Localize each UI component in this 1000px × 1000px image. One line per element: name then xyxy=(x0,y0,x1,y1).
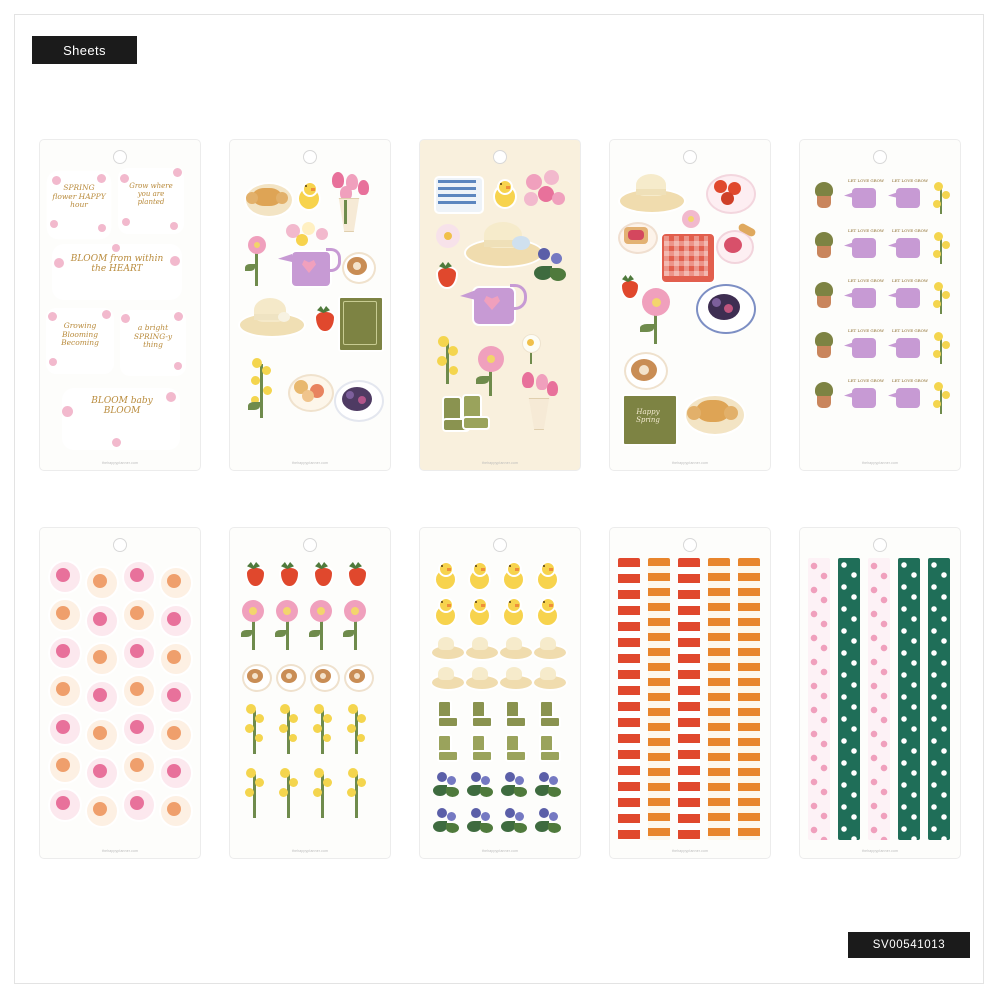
rain-boots-sticker[interactable] xyxy=(440,392,486,434)
round-flower-badge[interactable] xyxy=(122,712,154,744)
washi-strip[interactable] xyxy=(898,558,920,840)
croissant-plate-sticker[interactable] xyxy=(244,176,290,216)
straw-hat-sticker[interactable] xyxy=(238,294,302,338)
watering-can-label-sticker[interactable] xyxy=(844,378,886,418)
yellow-blossom-sticker[interactable] xyxy=(342,702,372,762)
yellow-blossom-sticker[interactable] xyxy=(308,766,338,826)
watering-can-label-sticker[interactable] xyxy=(844,228,886,268)
pink-daisy-sticker[interactable] xyxy=(342,598,370,654)
round-flower-badge[interactable] xyxy=(85,680,117,712)
quote-sticker-4[interactable] xyxy=(46,308,114,374)
violets-sticker[interactable] xyxy=(534,808,564,838)
flower-watering-can-sticker[interactable] xyxy=(276,222,342,296)
sticker-sheet-1[interactable] xyxy=(40,140,200,470)
let-love-grow-label: LET LOVE GROW xyxy=(891,328,929,333)
round-flower-badge[interactable] xyxy=(48,598,80,630)
sticker-sheet-7[interactable] xyxy=(230,528,390,858)
round-flower-badge[interactable] xyxy=(85,566,117,598)
round-flower-badge[interactable] xyxy=(85,794,117,826)
violets-sticker[interactable] xyxy=(532,248,568,286)
straw-hat-sticker[interactable] xyxy=(464,636,496,660)
punch-hole xyxy=(303,150,317,164)
sticker-sheet-3[interactable] xyxy=(420,140,580,470)
happy-spring-label: Happy Spring xyxy=(636,408,660,425)
punch-hole xyxy=(303,538,317,552)
watermark: thehappyplanner.com xyxy=(291,461,329,465)
yellow-flowers-sticker[interactable] xyxy=(430,334,468,390)
punch-hole xyxy=(113,538,127,552)
round-flower-badge[interactable] xyxy=(159,794,191,826)
quote-sticker-5[interactable] xyxy=(120,310,186,376)
watering-can-label-sticker[interactable] xyxy=(888,228,930,268)
quote-sticker-5-text: a bright SPRING-y thing xyxy=(133,323,173,350)
sticker-sheet-5[interactable] xyxy=(800,140,960,470)
chick-sticker[interactable] xyxy=(466,560,492,590)
straw-hat-sticker[interactable] xyxy=(464,220,540,268)
yellow-blossom-sticker[interactable] xyxy=(274,766,304,826)
washi-strip[interactable] xyxy=(868,558,890,840)
rain-boot-sticker[interactable] xyxy=(468,700,492,730)
watermark: thehappyplanner.com xyxy=(861,461,899,465)
quote-sticker-6[interactable] xyxy=(62,388,180,450)
round-flower-badge[interactable] xyxy=(122,598,154,630)
yellow-blossom-sticker[interactable] xyxy=(928,332,954,368)
punch-hole xyxy=(873,150,887,164)
round-flower-badge[interactable] xyxy=(159,566,191,598)
pink-daisy-sticker[interactable] xyxy=(638,284,674,346)
quote-sticker-3-text: BLOOM from within the HEART xyxy=(70,254,164,275)
washi-strip[interactable] xyxy=(808,558,830,840)
chick-sticker[interactable] xyxy=(432,560,458,590)
round-flower-badge[interactable] xyxy=(85,642,117,674)
let-love-grow-label: LET LOVE GROW xyxy=(891,278,929,283)
round-flower-badge[interactable] xyxy=(122,560,154,592)
washi-strip[interactable] xyxy=(708,558,730,840)
round-flower-badge[interactable] xyxy=(48,560,80,592)
yellow-blossom-sticker[interactable] xyxy=(240,702,270,762)
rain-boot-sticker[interactable] xyxy=(434,700,458,730)
rain-boot-sticker[interactable] xyxy=(536,700,560,730)
watering-can-label-sticker[interactable] xyxy=(888,178,930,218)
washi-strip[interactable] xyxy=(648,558,670,840)
croissant-plate-sticker[interactable] xyxy=(684,388,742,436)
sheets-tag xyxy=(32,36,137,64)
straw-hat-sticker[interactable] xyxy=(498,666,530,690)
watering-can-label-sticker[interactable] xyxy=(844,178,886,218)
watermark: thehappyplanner.com xyxy=(101,461,139,465)
punch-hole xyxy=(683,538,697,552)
strawberry-sticker[interactable] xyxy=(344,560,368,586)
let-love-grow-label: LET LOVE GROW xyxy=(847,378,885,383)
jam-jar-sticker[interactable] xyxy=(716,226,756,268)
strawberry-sticker[interactable] xyxy=(312,304,334,330)
chick-sticker[interactable] xyxy=(500,560,526,590)
sheets-tag-label: Sheets xyxy=(63,42,106,58)
latte-cup-sticker[interactable] xyxy=(342,250,376,282)
round-flower-badge[interactable] xyxy=(122,636,154,668)
chick-sticker[interactable] xyxy=(534,560,560,590)
chick-sticker[interactable] xyxy=(534,596,560,626)
straw-hat-sticker[interactable] xyxy=(430,666,462,690)
happy-spring-book-sticker[interactable] xyxy=(622,394,674,442)
sheet-10-content xyxy=(800,554,960,846)
potted-plant-sticker[interactable] xyxy=(808,282,840,316)
straw-hat-sticker[interactable] xyxy=(498,636,530,660)
round-flower-badge[interactable] xyxy=(122,674,154,706)
watering-can-sticker[interactable] xyxy=(460,276,526,332)
round-badge-grid xyxy=(48,558,192,842)
chick-sticker[interactable] xyxy=(466,596,492,626)
punch-hole xyxy=(493,150,507,164)
daisy-sprig-sticker[interactable] xyxy=(520,332,546,366)
round-flower-badge[interactable] xyxy=(122,750,154,782)
strawberry-sticker[interactable] xyxy=(618,274,638,298)
watermark: thehappyplanner.com xyxy=(481,849,519,853)
yellow-blossom-sticker[interactable] xyxy=(928,382,954,418)
yellow-blossom-sticker[interactable] xyxy=(928,282,954,318)
tulip-bouquet-sticker[interactable] xyxy=(516,372,562,434)
quote-sticker-2-text: Grow where you are planted xyxy=(129,182,173,207)
chick-sticker[interactable] xyxy=(492,178,514,206)
watering-can-label-sticker[interactable] xyxy=(844,278,886,318)
sku-badge xyxy=(848,932,970,958)
picnic-blanket-sticker[interactable] xyxy=(660,232,712,280)
round-flower-badge[interactable] xyxy=(159,756,191,788)
yellow-blossom-stem-sticker[interactable] xyxy=(242,354,282,422)
pink-blossom-sticker[interactable] xyxy=(522,170,568,216)
violets-sticker[interactable] xyxy=(432,808,462,838)
watermark: thehappyplanner.com xyxy=(861,849,899,853)
berry-pie-plate-sticker[interactable] xyxy=(334,378,380,420)
chick-sticker[interactable] xyxy=(296,180,318,208)
round-flower-badge[interactable] xyxy=(159,642,191,674)
chick-sticker[interactable] xyxy=(500,596,526,626)
green-book-sticker[interactable] xyxy=(338,296,380,348)
strawberry-bowl-sticker[interactable] xyxy=(706,172,752,212)
yellow-blossom-sticker[interactable] xyxy=(342,766,372,826)
round-flower-badge[interactable] xyxy=(85,756,117,788)
latte-cup-sticker[interactable] xyxy=(276,664,304,690)
watermark: thehappyplanner.com xyxy=(671,461,709,465)
round-flower-badge[interactable] xyxy=(85,718,117,750)
quote-sticker-2[interactable] xyxy=(118,168,184,234)
watering-can-label-sticker[interactable] xyxy=(888,328,930,368)
daisy-sticker[interactable] xyxy=(436,224,462,250)
jam-toast-sticker[interactable] xyxy=(618,220,654,252)
strawberry-sticker[interactable] xyxy=(276,560,300,586)
striped-shirt-sticker[interactable] xyxy=(434,172,480,214)
sticker-sheet-9[interactable] xyxy=(610,528,770,858)
latte-cup-sticker[interactable] xyxy=(344,664,372,690)
straw-hat-sticker[interactable] xyxy=(618,172,682,214)
pink-daisy-sticker[interactable] xyxy=(274,598,302,654)
punch-hole xyxy=(873,538,887,552)
berry-bowl-sticker[interactable] xyxy=(696,284,752,332)
watering-can-label-sticker[interactable] xyxy=(844,328,886,368)
punch-hole xyxy=(683,150,697,164)
let-love-grow-grid xyxy=(806,176,954,454)
straw-hat-sticker[interactable] xyxy=(532,666,564,690)
rain-boot-sticker[interactable] xyxy=(536,734,560,764)
sheet-1-content xyxy=(40,166,200,458)
violets-sticker[interactable] xyxy=(500,808,530,838)
pink-daisy-sticker[interactable] xyxy=(308,598,336,654)
potted-plant-sticker[interactable] xyxy=(808,332,840,366)
washi-strip[interactable] xyxy=(838,558,860,840)
latte-cup-sticker[interactable] xyxy=(242,664,270,690)
sticker-sheet-8[interactable] xyxy=(420,528,580,858)
watering-can-label-sticker[interactable] xyxy=(888,378,930,418)
violets-sticker[interactable] xyxy=(534,772,564,802)
round-flower-badge[interactable] xyxy=(159,718,191,750)
round-flower-badge[interactable] xyxy=(159,604,191,636)
straw-hat-sticker[interactable] xyxy=(532,636,564,660)
latte-sticker[interactable] xyxy=(624,350,668,390)
cherry-blossom-sticker[interactable] xyxy=(682,210,702,230)
quote-sticker-3[interactable] xyxy=(52,244,182,300)
repeat-grid xyxy=(430,560,570,840)
pink-flower-sticker[interactable] xyxy=(474,342,508,398)
rain-boot-sticker[interactable] xyxy=(434,734,458,764)
round-flower-badge[interactable] xyxy=(159,680,191,712)
strawberry-sticker[interactable] xyxy=(434,260,456,286)
potted-plant-sticker[interactable] xyxy=(808,232,840,266)
washi-strip[interactable] xyxy=(678,558,700,840)
let-love-grow-label: LET LOVE GROW xyxy=(847,228,885,233)
yellow-blossom-sticker[interactable] xyxy=(928,232,954,268)
quote-sticker-1[interactable] xyxy=(48,172,110,238)
straw-hat-sticker[interactable] xyxy=(430,636,462,660)
violets-sticker[interactable] xyxy=(466,772,496,802)
sheet-3-content xyxy=(420,166,580,458)
sheet-5-content xyxy=(800,166,960,458)
sheet-6-content xyxy=(40,554,200,846)
sheet-grid xyxy=(40,140,960,870)
latte-cup-sticker[interactable] xyxy=(310,664,338,690)
watermark: thehappyplanner.com xyxy=(671,849,709,853)
round-flower-badge[interactable] xyxy=(122,788,154,820)
round-flower-badge[interactable] xyxy=(48,674,80,706)
strawberry-sticker[interactable] xyxy=(242,560,266,586)
yellow-blossom-sticker[interactable] xyxy=(928,182,954,218)
round-flower-badge[interactable] xyxy=(85,604,117,636)
sticker-sheet-10[interactable] xyxy=(800,528,960,858)
straw-hat-sticker[interactable] xyxy=(464,666,496,690)
sheet-2-content xyxy=(230,166,390,458)
washi-strip[interactable] xyxy=(738,558,760,840)
potted-plant-sticker[interactable] xyxy=(808,382,840,416)
let-love-grow-label: LET LOVE GROW xyxy=(891,228,929,233)
watermark: thehappyplanner.com xyxy=(481,461,519,465)
round-flower-badge[interactable] xyxy=(48,712,80,744)
sticker-sheet-4[interactable] xyxy=(610,140,770,470)
sticker-sheet-2[interactable] xyxy=(230,140,390,470)
sheet-7-content xyxy=(230,554,390,846)
washi-strip[interactable] xyxy=(618,558,640,840)
potted-plant-sticker[interactable] xyxy=(808,182,840,216)
cookie-plate-sticker[interactable] xyxy=(288,372,330,410)
chick-sticker[interactable] xyxy=(432,596,458,626)
yellow-blossom-sticker[interactable] xyxy=(274,702,304,762)
let-love-grow-label: LET LOVE GROW xyxy=(847,178,885,183)
pink-daisy-sticker[interactable] xyxy=(240,598,268,654)
watermark: thehappyplanner.com xyxy=(291,849,329,853)
punch-hole xyxy=(493,538,507,552)
round-flower-badge[interactable] xyxy=(48,788,80,820)
rain-boot-sticker[interactable] xyxy=(502,734,526,764)
let-love-grow-label: LET LOVE GROW xyxy=(891,178,929,183)
sheet-8-content xyxy=(420,554,580,846)
violets-sticker[interactable] xyxy=(500,772,530,802)
round-flower-badge[interactable] xyxy=(48,636,80,668)
watering-can-label-sticker[interactable] xyxy=(888,278,930,318)
let-love-grow-label: LET LOVE GROW xyxy=(847,328,885,333)
yellow-blossom-sticker[interactable] xyxy=(308,702,338,762)
strawberry-sticker[interactable] xyxy=(310,560,334,586)
let-love-grow-label: LET LOVE GROW xyxy=(891,378,929,383)
punch-hole xyxy=(113,150,127,164)
washi-strip[interactable] xyxy=(928,558,950,840)
let-love-grow-label: LET LOVE GROW xyxy=(847,278,885,283)
rain-boot-sticker[interactable] xyxy=(468,734,492,764)
repeat-grid xyxy=(240,560,380,840)
daisy-stem-sticker[interactable] xyxy=(244,230,270,288)
violets-sticker[interactable] xyxy=(432,772,462,802)
quote-sticker-4-text: Growing Blooming Becoming xyxy=(61,321,99,348)
rain-boot-sticker[interactable] xyxy=(502,700,526,730)
sku-label: SV00541013 xyxy=(872,939,946,951)
quote-sticker-1-text: SPRING flower HAPPY hour xyxy=(52,183,106,210)
watermark: thehappyplanner.com xyxy=(101,849,139,853)
quote-sticker-6-text: BLOOM baby BLOOM xyxy=(91,396,153,417)
sheet-4-content xyxy=(610,166,770,458)
sheet-9-content xyxy=(610,554,770,846)
sticker-sheet-6[interactable] xyxy=(40,528,200,858)
violets-sticker[interactable] xyxy=(466,808,496,838)
yellow-blossom-sticker[interactable] xyxy=(240,766,270,826)
round-flower-badge[interactable] xyxy=(48,750,80,782)
